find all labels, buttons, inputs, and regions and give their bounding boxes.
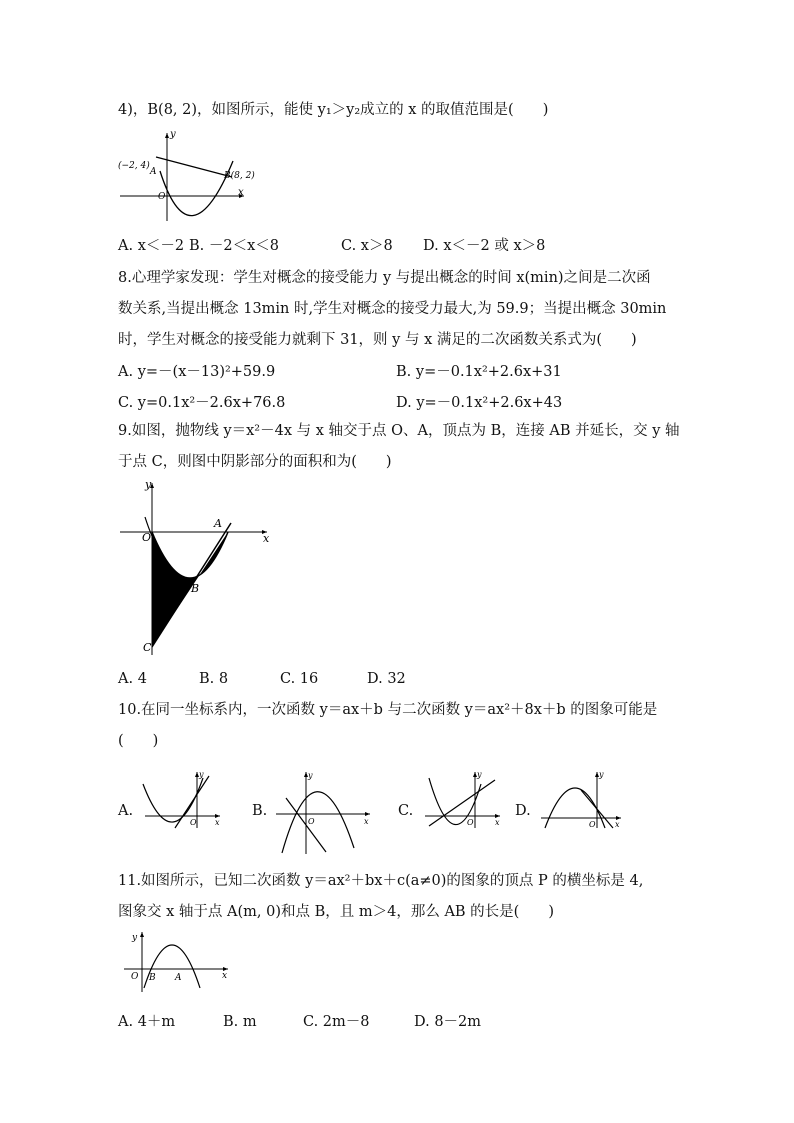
q7-figure (112, 125, 262, 225)
q10-graph-d (533, 768, 628, 830)
q11-option-a: A. 4＋m (118, 1014, 176, 1030)
q10-graph-a (135, 768, 230, 830)
q7-A-label: A (150, 167, 157, 177)
q11-line-2: 图象交 x 轴于点 A(m, 0)和点 B，且 m＞4，那么 AB 的长是( ) (118, 904, 554, 920)
q10-option-d-letter: D. (515, 803, 531, 819)
q11-option-c: C. 2m－8 (303, 1014, 370, 1030)
q11-B-label: B (149, 973, 156, 983)
q10-line-2: ( ) (118, 733, 159, 749)
q10-b-x-label: x (364, 817, 369, 826)
q9-figure (115, 477, 280, 659)
q9-line-1: 9.如图，抛物线 y＝x²－4x 与 x 轴交于点 O、A，顶点为 B，连接 AB 并延长，交 y 轴 (118, 423, 680, 439)
q10-graph-b (268, 768, 378, 858)
q11-line-1: 11.如图所示，已知二次函数 y＝ax²＋bx＋c(a≠0)的图象的顶点 P 的横坐标是 4, (118, 873, 644, 889)
q10-c-origin-label: O (467, 818, 474, 827)
q10-option-b-letter: B. (252, 803, 268, 819)
q10-a-origin-label: O (190, 818, 197, 827)
q8-option-a: A. y=－(x－13)²+59.9 (118, 364, 276, 380)
q7-stem: 4)，B(8, 2)，如图所示，能使 y₁＞y₂成立的 x 的取值范围是( ) (118, 102, 549, 118)
q10-c-x-label: x (495, 818, 500, 827)
q8-option-d: D. y=－0.1x²+2.6x+43 (396, 395, 563, 411)
q11-x-label: x (222, 971, 228, 981)
q9-option-a: A. 4 (118, 671, 147, 687)
q7-option-d: D. x＜－2 或 x＞8 (423, 238, 546, 254)
q7-option-a: A. x＜－2 (118, 238, 185, 254)
q7-option-b: B. －2＜x＜8 (189, 238, 280, 254)
q10-graph-c (415, 768, 510, 830)
q10-option-c-letter: C. (398, 803, 414, 819)
q7-pointA-coord: (−2, 4) (118, 161, 150, 171)
q9-B-label: B (191, 582, 200, 595)
q8-option-c: C. y=0.1x²－2.6x+76.8 (118, 395, 286, 411)
q10-a-y-label: y (199, 770, 204, 779)
q10-b-y-label: y (308, 771, 313, 780)
q9-line-2: 于点 C，则图中阴影部分的面积和为( ) (118, 454, 392, 470)
q9-option-b: B. 8 (199, 671, 229, 687)
q8-option-b: B. y=－0.1x²+2.6x+31 (396, 364, 562, 380)
q7-y-label: y (170, 129, 176, 140)
q11-option-b: B. m (223, 1014, 257, 1030)
q9-A-label: A (214, 517, 222, 530)
q7-x-label: x (238, 187, 244, 198)
q9-origin-label: O (142, 531, 152, 544)
q10-d-x-label: x (615, 820, 620, 829)
q9-y-label: y (145, 478, 152, 491)
q7-option-c: C. x＞8 (341, 238, 393, 254)
q7-origin-label: O (158, 192, 166, 202)
q10-d-y-label: y (599, 770, 604, 779)
q11-origin-label: O (131, 972, 139, 982)
q9-option-c: C. 16 (280, 671, 319, 687)
q10-line-1: 10.在同一坐标系内，一次函数 y＝ax＋b 与二次函数 y＝ax²＋8x＋b 的图象可能是 (118, 702, 658, 718)
q8-line-3: 时，学生对概念的接受能力就剩下 31，则 y 与 x 满足的二次函数关系式为( ) (118, 332, 637, 348)
q11-y-label: y (132, 933, 138, 943)
q7-pointB-label: B(8, 2) (224, 171, 255, 181)
q10-option-a-letter: A. (118, 803, 134, 819)
q11-option-d: D. 8－2m (414, 1014, 482, 1030)
q11-figure (118, 928, 238, 996)
q8-line-1: 8.心理学家发现：学生对概念的接受能力 y 与提出概念的时间 x(min)之间是二次函 (118, 270, 651, 286)
q10-c-y-label: y (477, 770, 482, 779)
q10-d-origin-label: O (589, 820, 596, 829)
q9-C-label: C (143, 641, 152, 654)
q9-x-label: x (263, 532, 270, 545)
q10-b-origin-label: O (308, 817, 315, 826)
q8-line-2: 数关系,当提出概念 13min 时,学生对概念的接受力最大,为 59.9；当提出概念 30min (118, 301, 667, 317)
q11-A-label: A (175, 973, 182, 983)
q9-option-d: D. 32 (367, 671, 406, 687)
q10-a-x-label: x (215, 818, 220, 827)
